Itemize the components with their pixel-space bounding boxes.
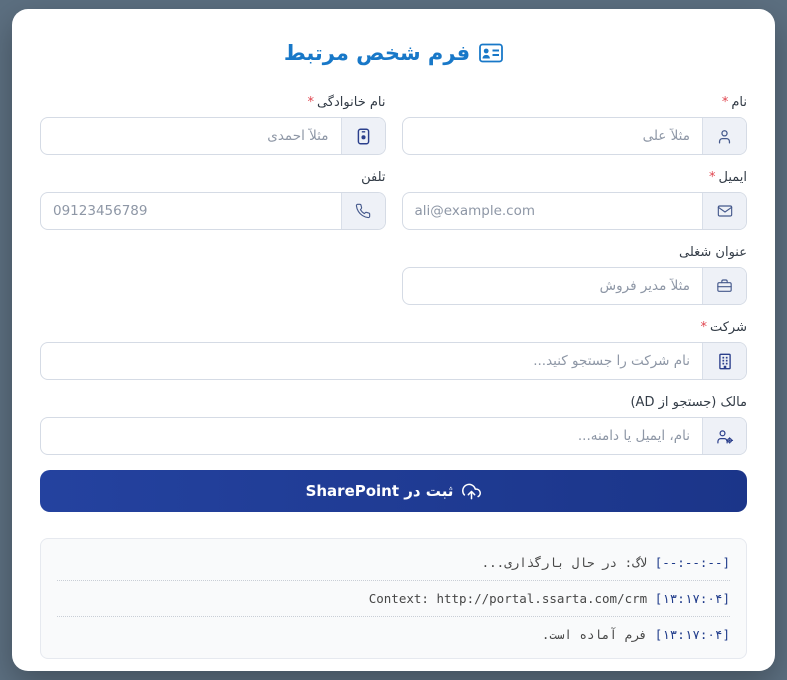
company-group bbox=[40, 342, 747, 380]
email-group bbox=[402, 192, 748, 230]
last-name-input[interactable] bbox=[41, 118, 341, 154]
envelope-icon bbox=[702, 193, 746, 229]
row-name bbox=[40, 95, 747, 155]
phone-label: تلفن bbox=[361, 170, 386, 185]
person-gear-icon bbox=[702, 418, 746, 454]
company-search-input[interactable] bbox=[41, 343, 702, 379]
last-name-label: نام خانوادگی* bbox=[307, 95, 386, 110]
email-input[interactable] bbox=[403, 193, 703, 229]
log-timestamp: [--:--:--] bbox=[654, 555, 730, 570]
sharepoint-submit-button[interactable] bbox=[40, 470, 747, 512]
log-entry bbox=[57, 617, 730, 652]
log-panel bbox=[40, 538, 747, 659]
job-title-group bbox=[402, 267, 748, 305]
first-name-group bbox=[402, 117, 748, 155]
field-email bbox=[402, 170, 748, 230]
form-card bbox=[12, 9, 775, 671]
log-entry bbox=[57, 545, 730, 581]
row-contact bbox=[40, 170, 747, 230]
log-timestamp: [۱۳:۱۷:۰۴] bbox=[654, 591, 730, 606]
id-card-icon bbox=[479, 43, 503, 63]
log-message: لاگ: در حال بارگذاری... bbox=[481, 555, 648, 570]
required-asterisk: * bbox=[307, 95, 314, 110]
submit-button-label: ثبت در SharePoint bbox=[305, 482, 454, 500]
owner-group bbox=[40, 417, 747, 455]
owner-search-input[interactable] bbox=[41, 418, 702, 454]
required-asterisk: * bbox=[721, 95, 729, 110]
cloud-upload-icon bbox=[462, 482, 481, 501]
briefcase-icon bbox=[702, 268, 746, 304]
phone-group bbox=[40, 192, 386, 230]
row-job bbox=[40, 245, 747, 305]
job-title-label: عنوان شغلی bbox=[679, 245, 747, 260]
phone-input[interactable] bbox=[41, 193, 341, 229]
log-message: Context: http://portal.ssarta.com/crm bbox=[368, 591, 648, 606]
page-title-text: فرم شخص مرتبط bbox=[283, 41, 471, 65]
phone-icon bbox=[341, 193, 385, 229]
email-label: ایمیل* bbox=[708, 170, 747, 185]
page-title bbox=[40, 41, 747, 65]
row-owner bbox=[40, 395, 747, 455]
row-company bbox=[40, 320, 747, 380]
id-badge-icon bbox=[341, 118, 385, 154]
required-asterisk: * bbox=[708, 170, 716, 185]
empty-cell bbox=[40, 245, 386, 305]
log-entry bbox=[57, 581, 730, 617]
company-label: شرکت* bbox=[700, 320, 747, 335]
first-name-input[interactable] bbox=[403, 118, 703, 154]
first-name-label: نام* bbox=[721, 95, 747, 110]
field-job-title bbox=[402, 245, 748, 305]
field-phone bbox=[40, 170, 386, 230]
person-icon bbox=[702, 118, 746, 154]
log-message: فرم آماده است. bbox=[541, 627, 648, 642]
job-title-input[interactable] bbox=[403, 268, 703, 304]
required-asterisk: * bbox=[700, 320, 707, 335]
owner-label: مالک (جستجو از AD) bbox=[630, 395, 747, 410]
last-name-group bbox=[40, 117, 386, 155]
field-first-name bbox=[402, 95, 748, 155]
building-icon bbox=[702, 343, 746, 379]
log-timestamp: [۱۳:۱۷:۰۴] bbox=[654, 627, 730, 642]
field-last-name bbox=[40, 95, 386, 155]
